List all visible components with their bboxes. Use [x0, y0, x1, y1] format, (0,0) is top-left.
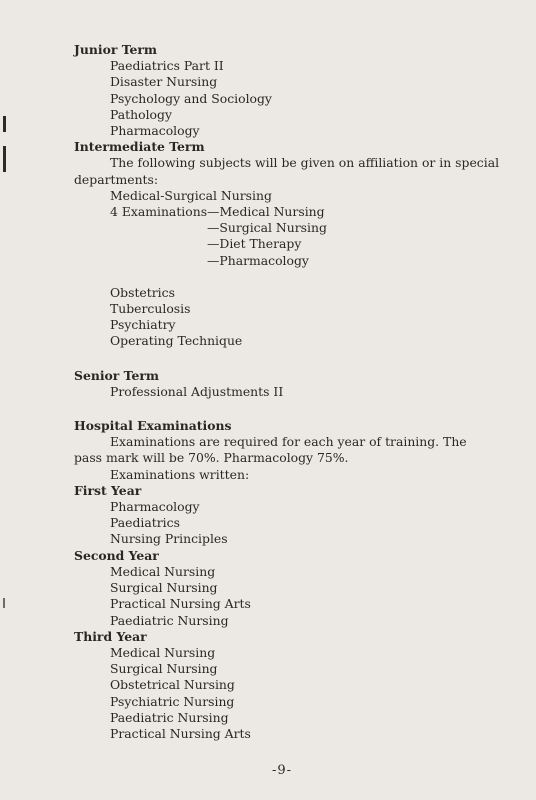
list-item: —Surgical Nursing — [207, 220, 327, 236]
paragraph-text: Examinations written: — [110, 466, 250, 482]
paragraph-text: pass mark will be 70%. Pharmacology 75%. — [74, 450, 349, 466]
list-item: Paediatric Nursing — [110, 709, 229, 725]
section-heading-intermediate-term: Intermediate Term — [74, 139, 205, 155]
section-heading-third-year: Third Year — [74, 628, 147, 644]
section-heading-senior-term: Senior Term — [74, 367, 159, 383]
list-item: Paediatrics — [110, 515, 180, 531]
list-item: Psychiatry — [110, 317, 176, 333]
list-item: Psychiatric Nursing — [110, 693, 235, 709]
list-item: Medical Nursing — [110, 644, 216, 660]
list-item: Surgical Nursing — [110, 661, 218, 677]
page-number: -9- — [272, 763, 293, 778]
list-item: Pharmacology — [110, 123, 200, 139]
list-item: Practical Nursing Arts — [110, 725, 251, 741]
list-item: Surgical Nursing — [110, 580, 218, 596]
list-item: Obstetrics — [110, 284, 175, 300]
section-heading-first-year: First Year — [74, 482, 142, 498]
list-item: Obstetrical Nursing — [110, 677, 235, 693]
list-item: Professional Adjustments II — [110, 383, 284, 399]
list-item: Paediatric Nursing — [110, 612, 229, 628]
list-item: Operating Technique — [110, 333, 243, 349]
section-heading-junior-term: Junior Term — [74, 42, 158, 57]
list-item: —Diet Therapy — [207, 236, 302, 252]
list-item: Medical Nursing — [110, 563, 216, 579]
margin-mark — [3, 598, 5, 608]
list-item: Psychology and Sociology — [110, 90, 272, 106]
list-item: —Pharmacology — [207, 252, 309, 268]
list-item: Disaster Nursing — [110, 74, 218, 90]
margin-mark — [3, 116, 6, 132]
list-item: Pathology — [110, 106, 172, 122]
list-item: 4 Examinations—Medical Nursing — [110, 204, 325, 220]
intro-text: departments: — [74, 171, 159, 187]
page-content — [74, 42, 506, 742]
list-item: Tuberculosis — [110, 301, 191, 317]
margin-mark — [3, 146, 6, 172]
intro-text: The following subjects will be given on affiliation or in special — [110, 155, 500, 171]
list-item: Nursing Principles — [110, 531, 228, 547]
section-heading-second-year: Second Year — [74, 547, 159, 563]
section-heading-hospital-examinations: Hospital Examinations — [74, 418, 232, 434]
list-item: Medical-Surgical Nursing — [110, 187, 272, 203]
paragraph-text: Examinations are required for each year of training. The — [110, 434, 467, 450]
list-item: Pharmacology — [110, 499, 200, 515]
list-item: Practical Nursing Arts — [110, 596, 251, 612]
list-item: Paediatrics Part II — [110, 58, 224, 74]
